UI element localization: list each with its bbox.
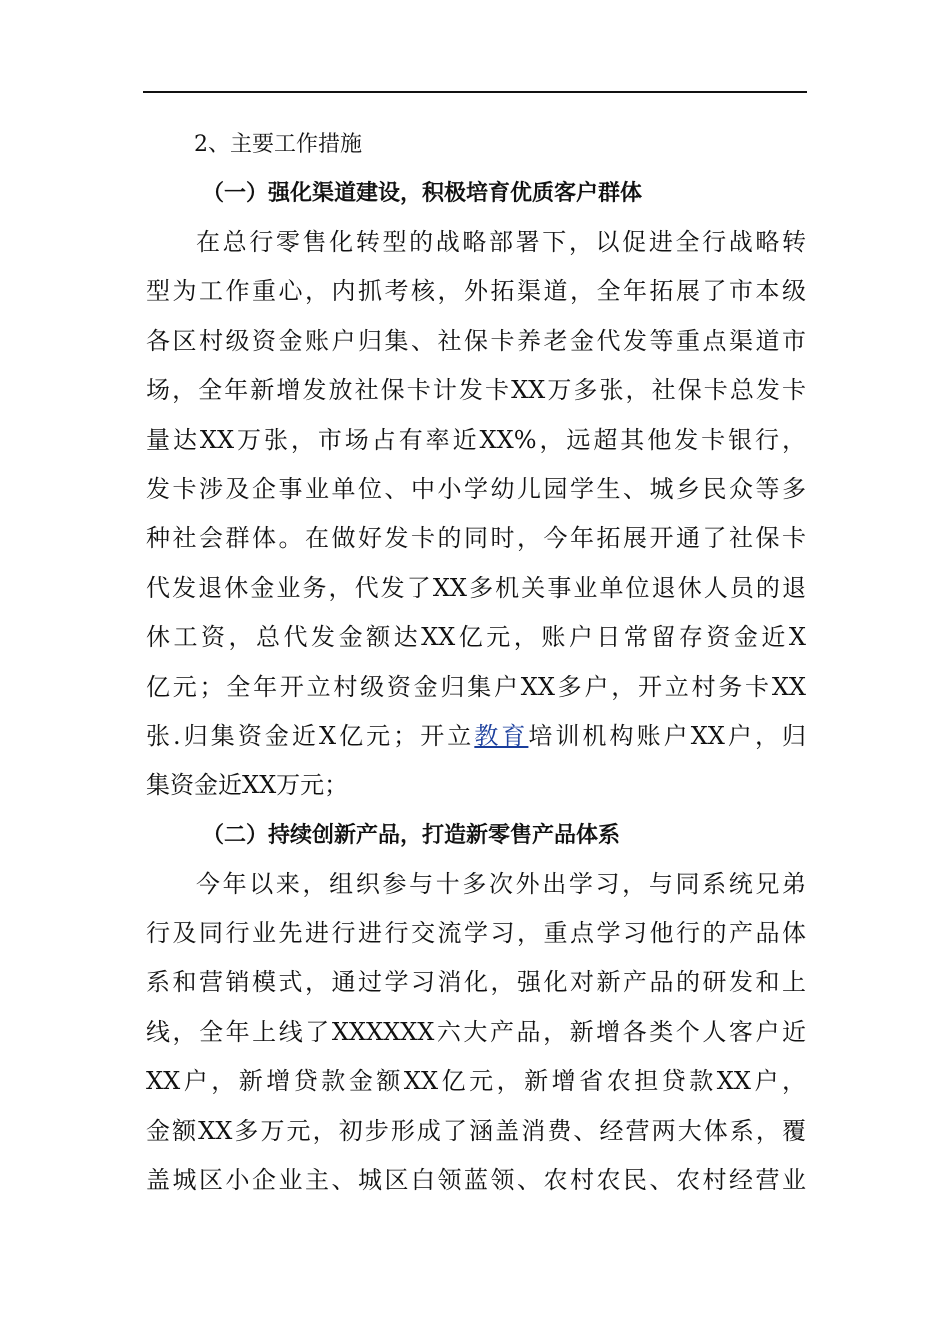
paragraph-line: 发卡涉及企事业单位、中小学幼儿园学生、城乡民众等多: [146, 474, 806, 503]
paragraph-line: 金额XX多万元，初步形成了涵盖消费、经营两大体系，覆: [146, 1116, 806, 1145]
paragraph-line: 在总行零售化转型的战略部署下，以促进全行战略转: [196, 228, 806, 256]
link-line-before: 张.归集资金近X亿元；开立: [146, 721, 475, 750]
paragraph-line: 今年以来，组织参与十多次外出学习，与同系统兄弟: [196, 869, 806, 898]
education-link[interactable]: 教育: [474, 721, 529, 750]
paragraph-1: [146, 218, 806, 811]
paragraph-line: 代发退休金业务，代发了XX多机关事业单位退休人员的退: [146, 573, 806, 602]
paragraph-line: 线，全年上线了XXXXXX六大产品，新增各类个人客户近: [146, 1017, 806, 1046]
subsection-title-1: （一）强化渠道建设，积极培育优质客户群体: [202, 180, 643, 206]
paragraph-line: 盖城区小企业主、城区白领蓝领、农村农民、农村经营业: [146, 1166, 806, 1195]
paragraph-line: XX户，新增贷款金额XX亿元，新增省农担贷款XX户，: [146, 1067, 806, 1096]
header-rule: [143, 91, 807, 93]
paragraph-line-with-link: [146, 712, 806, 761]
document-body: [146, 120, 806, 1205]
paragraph-line: 各区村级资金账户归集、社保卡养老金代发等重点渠道市: [146, 326, 806, 355]
paragraph-line: 集资金近XX万元；: [146, 771, 349, 800]
paragraph-line: 行及同行业先进行进行交流学习，重点学习他行的产品体: [146, 919, 806, 948]
paragraph-line: 系和营销模式，通过学习消化，强化对新产品的研发和上: [146, 968, 806, 997]
section-heading: 2、主要工作措施: [194, 132, 362, 157]
link-line-after: 培训机构账户XX户，归: [528, 721, 807, 750]
paragraph-line: 型为工作重心，内抓考核，外拓渠道，全年拓展了市本级: [146, 277, 806, 306]
paragraph-line: 亿元；全年开立村级资金归集户XX多户，开立村务卡XX: [146, 672, 806, 701]
subsection-title-2: （二）持续创新产品，打造新零售产品体系: [202, 821, 621, 848]
paragraph-line: 量达XX万张，市场占有率近XX%，远超其他发卡银行，: [146, 425, 806, 454]
paragraph-line: 休工资，总代发金额达XX亿元，账户日常留存资金近X: [146, 623, 806, 652]
paragraph-line: 种社会群体。在做好发卡的同时，今年拓展开通了社保卡: [146, 524, 806, 553]
paragraph-line: 场，全年新增发放社保卡计发卡XX万多张，社保卡总发卡: [146, 376, 806, 405]
paragraph-2: [146, 860, 806, 1206]
